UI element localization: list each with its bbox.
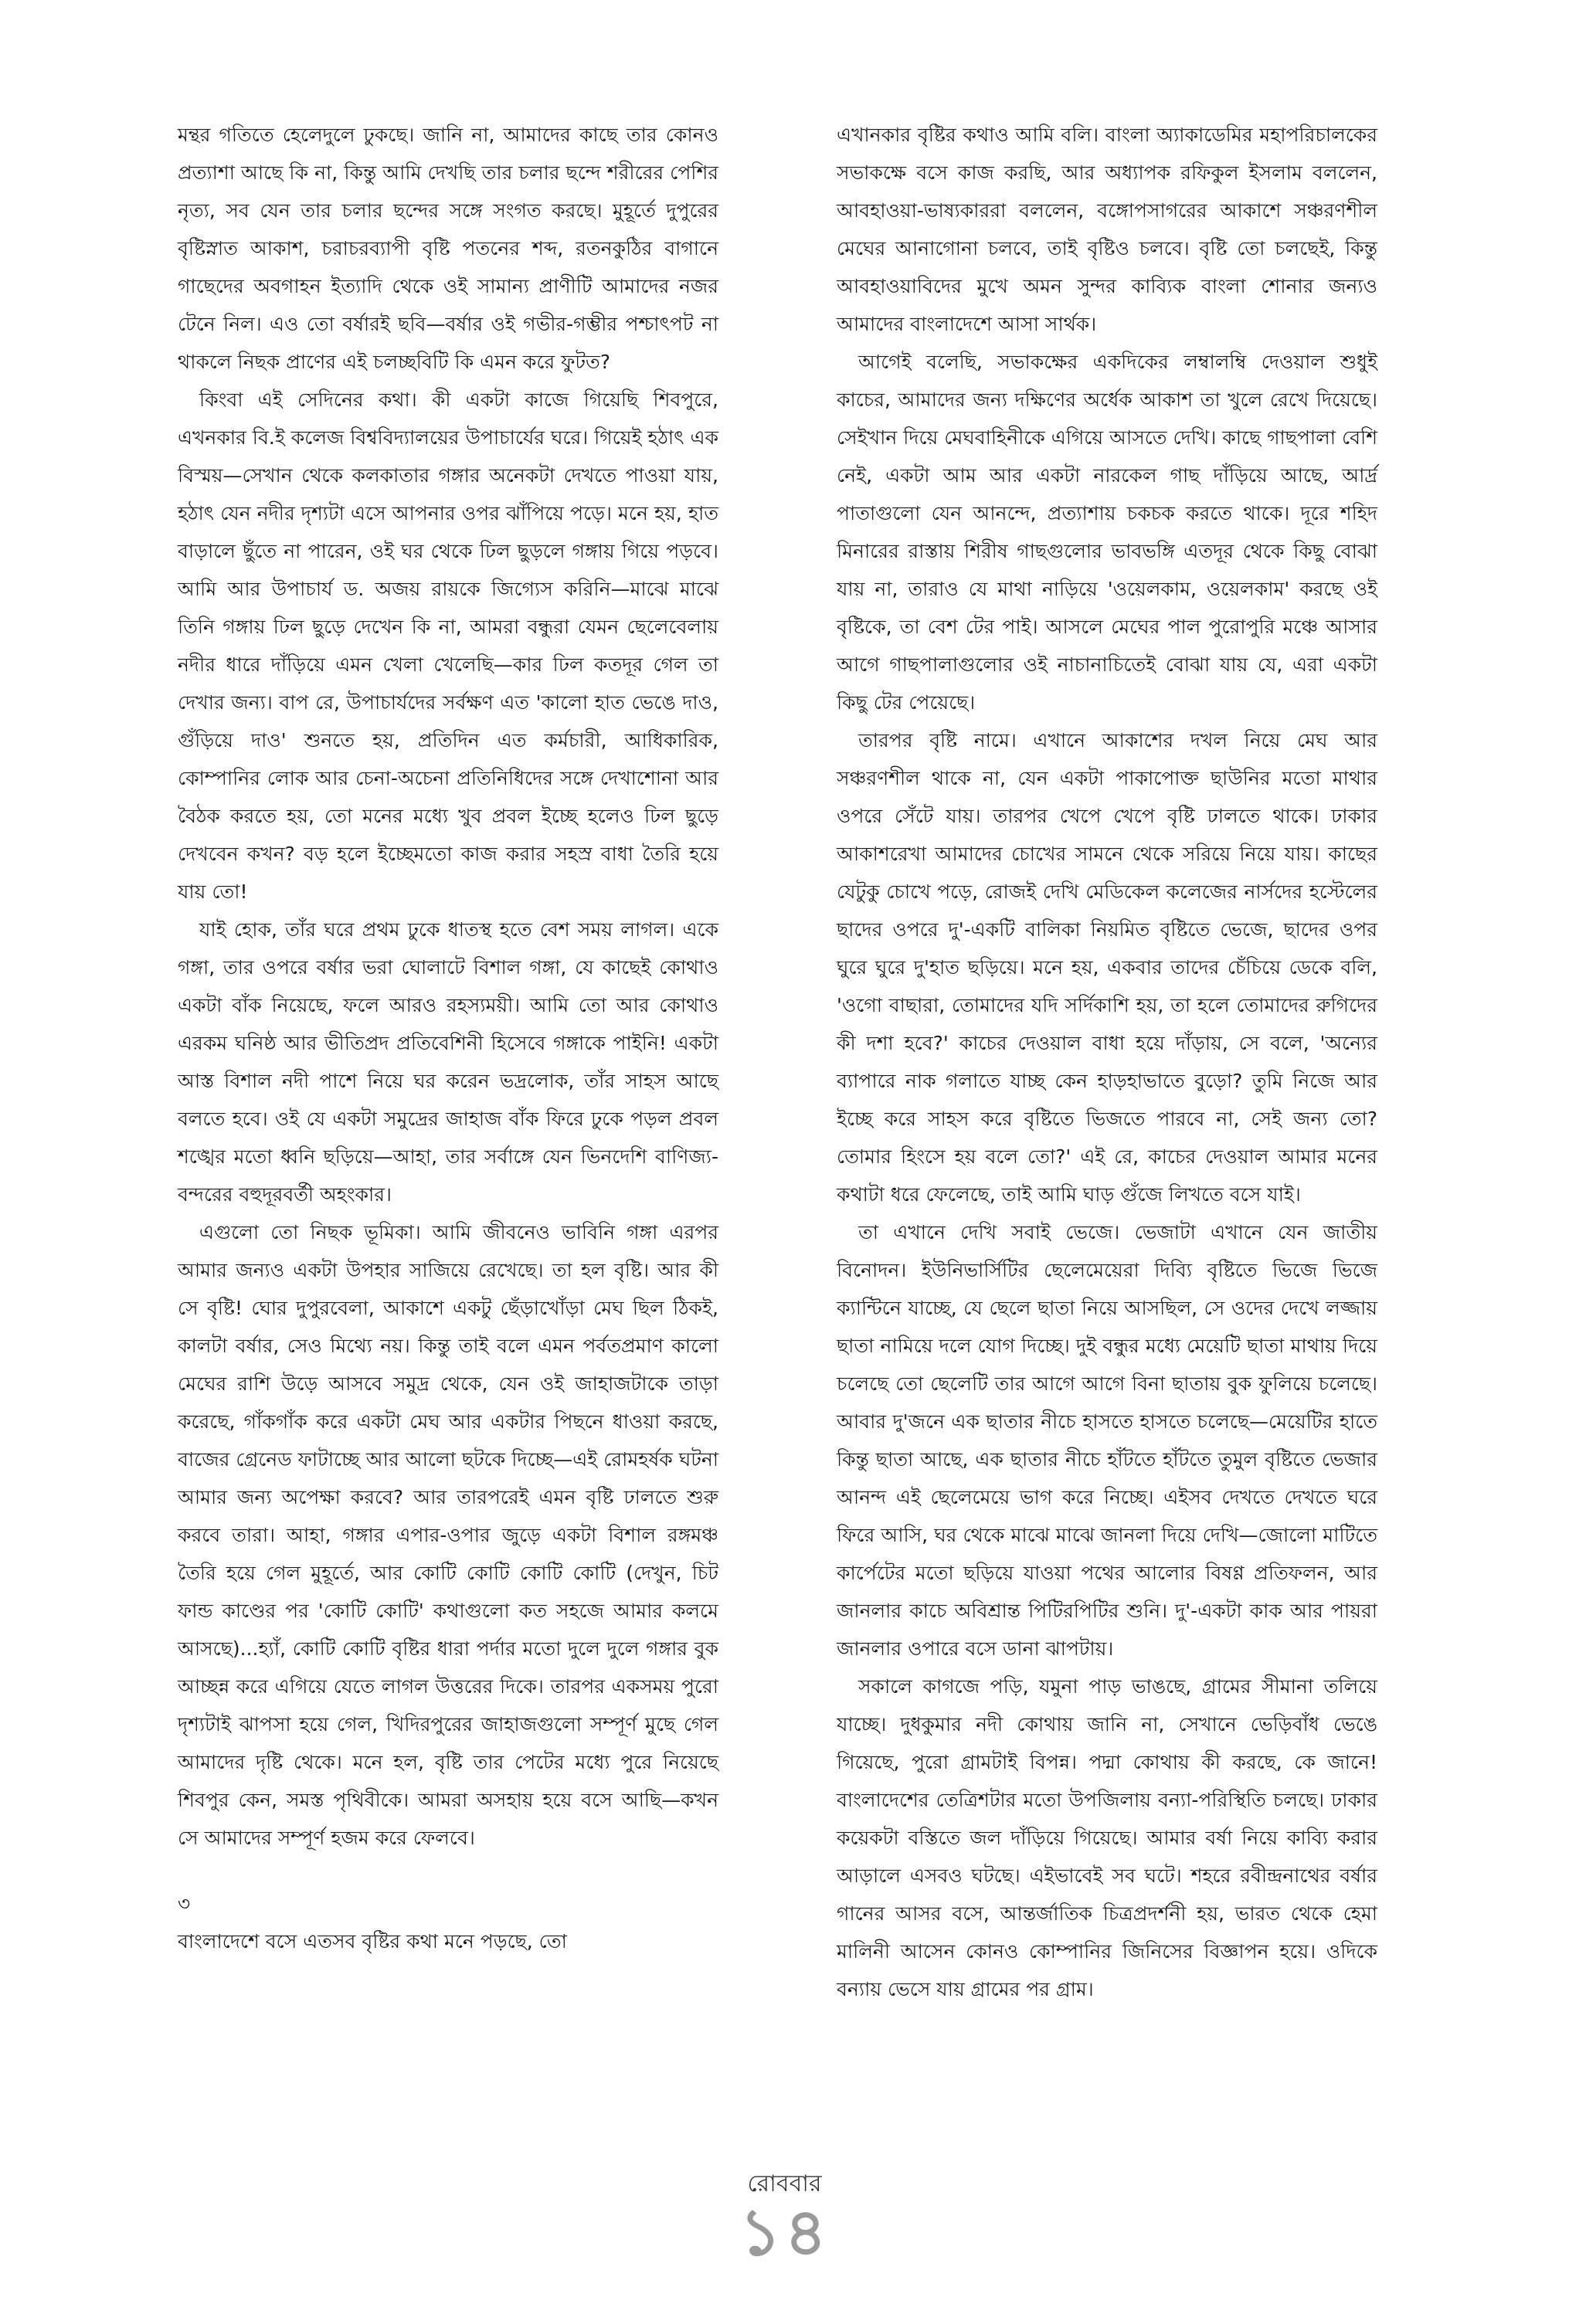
page-footer xyxy=(0,2169,1569,2270)
body-paragraph: আগেই বলেছি, সভাকক্ষের একদিকের লম্বালম্বি দেওয়াল শুধুই কাচের, আমাদের জন্য দক্ষিণের অর্ধেক আকাশ তা খুলে রেখে দিয়েছে। সেইখান দিয়ে মেঘবাহিনীকে এগিয়ে আসতে দেখি। কাছে গাছপালা বেশি নেই, একটা আম আর একটা নারকেল গাছ দাঁড়িয়ে আছে, আর্দ্র পাতাগুলো যেন আনন্দে, প্রত্যাশায় চকচক করতে থাকে। দূরে শহিদ মিনারের রাস্তায় শিরীষ গাছগুলোর ভাবভঙ্গি এতদূর থেকে কিছু বোঝা যায় না, তারাও যে মাথা নাড়িয়ে 'ওয়েলকাম, ওয়েলকাম' করছে ওই বৃষ্টিকে, তা বেশ টের পাই। আসলে মেঘের পাল পুরোপুরি মঞ্চে আসার আগে গাছপালাগুলোর ওই নাচানাচিতেই বোঝা যায় যে, এরা একটা কিছু টের পেয়েছে। xyxy=(837,351,1377,714)
body-paragraph: সকালে কাগজে পড়ি, যমুনা পাড় ভাঙছে, গ্রামের সীমানা তলিয়ে যাচ্ছে। দুধকুমার নদী কোথায় জানি না, সেখানে ভেড়িবাঁধ ভেঙে গিয়েছে, পুরো গ্রামটাই বিপন্ন। পদ্মা কোথায় কী করছে, কে জানে! বাংলাদেশের তেত্রিশটার মতো উপজিলায় বন্যা-পরিস্থিতি চলছে। ঢাকার কয়েকটা বস্তিতে জল দাঁড়িয়ে গিয়েছে। আমার বর্ষা নিয়ে কাব্যি করার আড়ালে এসবও ঘটছে। এইভাবেই সব ঘটে। শহরে রবীন্দ্রনাথের বর্ষার গানের আসর বসে, আন্তর্জাতিক চিত্রপ্রদর্শনী হয়, ভারত থেকে হেমা মালিনী আসেন কোনও কোম্পানির জিনিসের বিজ্ঞাপন হয়ে। ওদিকে বন্যায় ভেসে যায় গ্রামের পর গ্রাম। xyxy=(837,1675,1377,2000)
magazine-name: রোববার xyxy=(747,2170,822,2197)
section-start-paragraph: বাংলাদেশে বসে এতসব বৃষ্টির কথা মনে পড়ছে, তো xyxy=(178,1930,567,1952)
body-paragraph: এগুলো তো নিছক ভূমিকা। আমি জীবনেও ভাবিনি গঙ্গা এরপর আমার জন্যও একটা উপহার সাজিয়ে রেখেছে। তা হল বৃষ্টি। আর কী সে বৃষ্টি! ঘোর দুপুরবেলা, আকাশে একটু ছেঁড়াখোঁড়া মেঘ ছিল ঠিকই, কালটা বর্ষার, সেও মিথ্যে নয়। কিন্তু তাই বলে এমন পর্বতপ্রমাণ কালো মেঘের রাশি উড়ে আসবে সমুদ্র থেকে, যেন ওই জাহাজটাকে তাড়া করেছে, গাঁকগাঁক করে একটা মেঘ আর একটার পিছনে ধাওয়া করছে, বাজের গ্রেনেড ফাটাচ্ছে আর আলো ছটকে দিচ্ছে—এই রোমহর্ষক ঘটনা আমার জন্য অপেক্ষা করবে? আর তারপরেই এমন বৃষ্টি ঢালতে শুরু করবে তারা। আহা, গঙ্গার এপার-ওপার জুড়ে একটা বিশাল রঙ্গমঞ্চ তৈরি হয়ে গেল মুহূর্তে, আর কোটি কোটি কোটি কোটি (দেখুন, চিট ফান্ড কাণ্ডের পর 'কোটি কোটি' কথাগুলো কত সহজে আমার কলমে আসছে)...হ্যাঁ, কোটি কোটি বৃষ্টির ধারা পর্দার মতো দুলে দুলে গঙ্গার বুক আচ্ছন্ন করে এগিয়ে যেতে লাগল উত্তরের দিকে। তারপর একসময় পুরো দৃশ্যটাই ঝাপসা হয়ে গেল, খিদিরপুরের জাহাজগুলো সম্পূর্ণ মুছে গেল আমাদের দৃষ্টি থেকে। মনে হল, বৃষ্টি তার পেটের মধ্যে পুরে নিয়েছে শিবপুর কেন, সমস্ত পৃথিবীকে। আমরা অসহায় হয়ে বসে আছি—কখন সে আমাদের সম্পূর্ণ হজম করে ফেলবে। xyxy=(178,1221,718,1849)
body-paragraph: তারপর বৃষ্টি নামে। এখানে আকাশের দখল নিয়ে মেঘ আর সঞ্চরণশীল থাকে না, যেন একটা পাকাপোক্ত ছাউনির মতো মাথার ওপরে সেঁটে যায়। তারপর খেপে খেপে বৃষ্টি ঢালতে থাকে। ঢাকার আকাশরেখা আমাদের চোখের সামনে থেকে সরিয়ে নিয়ে যায়। কাছের যেটুকু চোখে পড়ে, রোজই দেখি মেডিকেল কলেজের নার্সদের হস্টেলের ছাদের ওপরে দু'-একটি বালিকা নিয়মিত বৃষ্টিতে ভেজে, ছাদের ওপর ঘুরে ঘুরে দু'হাত ছড়িয়ে। মনে হয়, একবার তাদের চেঁচিয়ে ডেকে বলি, 'ওগো বাছারা, তোমাদের যদি সর্দিকাশি হয়, তা হলে তোমাদের রুগিদের কী দশা হবে?' কাচের দেওয়াল বাধা হয়ে দাঁড়ায়, সে বলে, 'অন্যের ব্যাপারে নাক গলাতে যাচ্ছ কেন হাড়হাভাতে বুড়ো? তুমি নিজে আর ইচ্ছে করে সাহস করে বৃষ্টিতে ভিজতে পারবে না, সেই জন্য তো? তোমার হিংসে হয় বলে তো?' এই রে, কাচের দেওয়াল আমার মনের কথাটা ধরে ফেলেছে, তাই আমি ঘাড় গুঁজে লিখতে বসে যাই। xyxy=(837,729,1377,1206)
left-text-column xyxy=(178,116,718,1960)
body-paragraph: এখানকার বৃষ্টির কথাও আমি বলি। বাংলা অ্যাকাডেমির মহাপরিচালকের সভাকক্ষে বসে কাজ করছি, আর অধ্যাপক রফিকুল ইসলাম বললেন, আবহাওয়া-ভাষ্যকাররা বললেন, বঙ্গোপসাগরের আকাশে সঞ্চরণশীল মেঘের আনাগোনা চলবে, তাই বৃষ্টিও চলবে। বৃষ্টি তো চলছেই, কিন্তু আবহাওয়াবিদের মুখে অমন সুন্দর কাব্যিক বাংলা শোনার জন্যও আমাদের বাংলাদেশে আসা সার্থক। xyxy=(837,124,1377,335)
body-paragraph: কিংবা এই সেদিনের কথা। কী একটা কাজে গিয়েছি শিবপুরে, এখনকার বি.ই কলেজ বিশ্ববিদ্যালয়ের উপাচার্যের ঘরে। গিয়েই হঠাৎ এক বিস্ময়—সেখান থেকে কলকাতার গঙ্গার অনেকটা দেখতে পাওয়া যায়, হঠাৎ যেন নদীর দৃশ্যটা এসে আপনার ওপর ঝাঁপিয়ে পড়ে। মনে হয়, হাত বাড়ালে ছুঁতে না পারেন, ওই ঘর থেকে ঢিল ছুড়লে গঙ্গায় গিয়ে পড়বে। আমি আর উপাচার্য ড. অজয় রায়কে জিগ্যেস করিনি—মাঝে মাঝে তিনি গঙ্গায় ঢিল ছুড়ে দেখেন কি না, আমরা বন্ধুরা যেমন ছেলেবেলায় নদীর ধারে দাঁড়িয়ে এমন খেলা খেলেছি—কার ঢিল কতদূর গেল তা দেখার জন্য। বাপ রে, উপাচার্যদের সর্বক্ষণ এত 'কালো হাত ভেঙে দাও, গুঁড়িয়ে দাও' শুনতে হয়, প্রতিদিন এত কর্মচারী, আধিকারিক, কোম্পানির লোক আর চেনা-অচেনা প্রতিনিধিদের সঙ্গে দেখাশোনা আর বৈঠক করতে হয়, তো মনের মধ্যে খুব প্রবল ইচ্ছে হলেও ঢিল ছুড়ে দেখবেন কখন? বড় হলে ইচ্ছেমতো কাজ করার সহস্র বাধা তৈরি হয়ে যায় তো! xyxy=(178,388,718,903)
page-number: ১৪ xyxy=(739,2194,830,2270)
section-number: ৩ xyxy=(178,1892,191,1915)
body-paragraph: যাই হোক, তাঁর ঘরে প্রথম ঢুকে ধাতস্থ হতে বেশ সময় লাগল। একে গঙ্গা, তার ওপরে বর্ষার ভরা ঘোলাটে বিশাল গঙ্গা, যে কাছেই কোথাও একটা বাঁক নিয়েছে, ফলে আরও রহস্যময়ী। আমি তো আর কোথাও এরকম ঘনিষ্ঠ আর ভীতিপ্রদ প্রতিবেশিনী হিসেবে গঙ্গাকে পাইনি! একটা আস্ত বিশাল নদী পাশে নিয়ে ঘর করেন ভদ্রলোক, তাঁর সাহস আছে বলতে হবে। ওই যে একটা সমুদ্রের জাহাজ বাঁক ফিরে ঢুকে পড়ল প্রবল শঙ্খের মতো ধ্বনি ছড়িয়ে—আহা, তার সর্বাঙ্গে যেন ভিনদেশি বাণিজ্য-বন্দরের বহুদূরবর্তী অহংকার। xyxy=(178,918,718,1206)
body-paragraph: মন্থর গতিতে হেলেদুলে ঢুকছে। জানি না, আমাদের কাছে তার কোনও প্রত্যাশা আছে কি না, কিন্তু আমি দেখছি তার চলার ছন্দে শরীরের পেশির নৃত্য, সব যেন তার চলার ছন্দের সঙ্গে সংগত করছে। মুহূর্তে দুপুরের বৃষ্টিস্নাত আকাশ, চরাচরব্যাপী বৃষ্টি পতনের শব্দ, রতনকুঠির বাগানে গাছেদের অবগাহন ইত্যাদি থেকে ওই সামান্য প্রাণীটি আমাদের নজর টেনে নিল। এও তো বর্ষারই ছবি—বর্ষার ওই গভীর-গম্ভীর পশ্চাৎপট না থাকলে নিছক প্রাণের এই চলচ্ছবিটি কি এমন করে ফুটত? xyxy=(178,124,718,373)
right-text-column xyxy=(837,116,1377,2008)
body-paragraph: তা এখানে দেখি সবাই ভেজে। ভেজাটা এখানে যেন জাতীয় বিনোদন। ইউনিভার্সিটির ছেলেমেয়েরা দিব্যি বৃষ্টিতে ভিজে ভিজে ক্যান্টিনে যাচ্ছে, যে ছেলে ছাতা নিয়ে আসছিল, সে ওদের দেখে লজ্জায় ছাতা নামিয়ে দলে যোগ দিচ্ছে। দুই বন্ধুর মধ্যে মেয়েটি ছাতা মাথায় দিয়ে চলেছে তো ছেলেটি তার আগে আগে বিনা ছাতায় বুক ফুলিয়ে চলেছে। আবার দু'জনে এক ছাতার নীচে হাসতে হাসতে চলেছে—মেয়েটির হাতে কিন্তু ছাতা আছে, এক ছাতার নীচে হাঁটতে হাঁটতে তুমুল বৃষ্টিতে ভেজার আনন্দ এই ছেলেমেয়ে ভাগ করে নিচ্ছে। এইসব দেখতে দেখতে ঘরে ফিরে আসি, ঘর থেকে মাঝে মাঝে জানলা দিয়ে দেখি—জোলো মাটিতে কার্পেটের মতো ছড়িয়ে যাওয়া পথের আলোর বিষণ্ণ প্রতিফলন, আর জানলার কাচে অবিশ্রান্ত পিটিরপিটির শুনি। দু'-একটা কাক আর পায়রা জানলার ওপারে বসে ডানা ঝাপটায়। xyxy=(837,1221,1377,1660)
